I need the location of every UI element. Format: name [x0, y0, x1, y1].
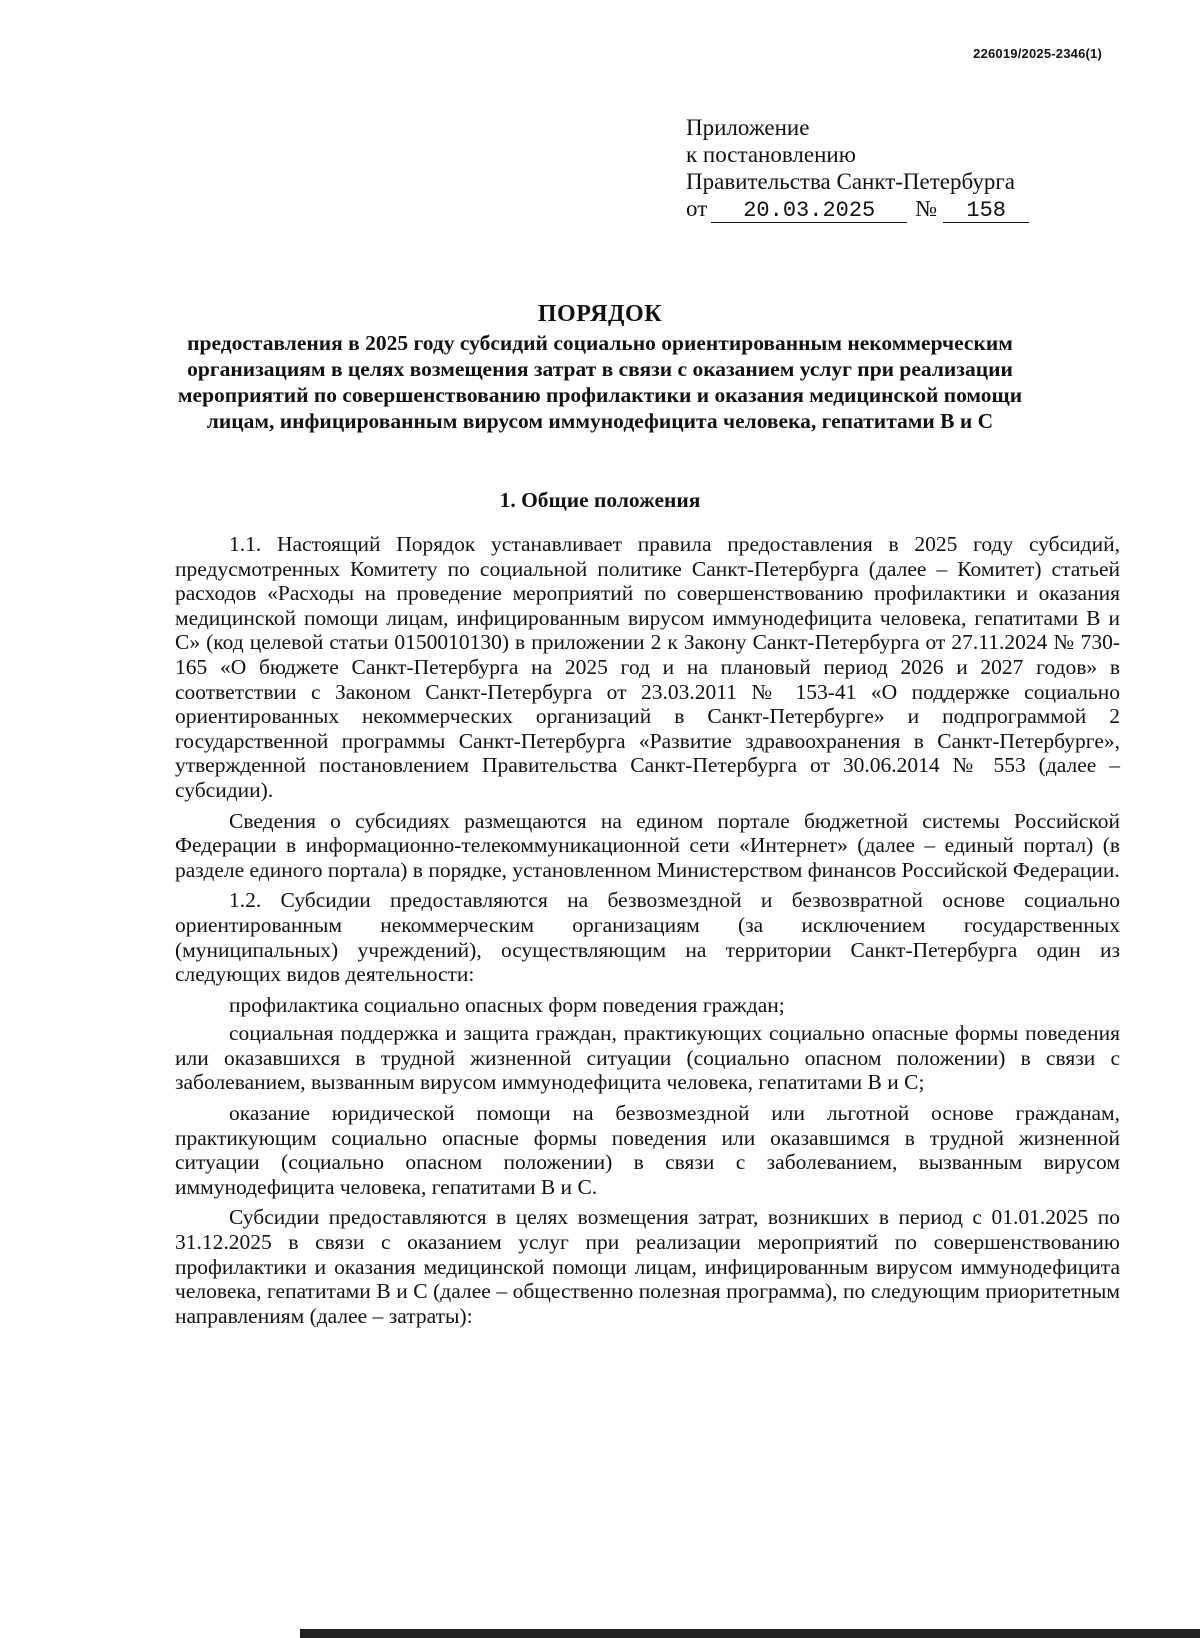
- appendix-date-row: [686, 195, 1029, 223]
- paragraph-1-1: 1.1. Настоящий Порядок устанавливает правила предоставления в 2025 году субсидий, предусмотренных Комитету по социальной политике Санкт-Петербурга (далее – Комитет) статьей расходов «Расходы на проведение мероприятий по совершенствованию профилактики и оказания медицинской помощи лицам, инфицированным вирусом иммунодефицита человека, гепатитами В и С» (код целевой статьи 0150010130) в приложении 2 к Закону Санкт-Петербурга от 27.11.2024 № 730-165 «О бюджете Санкт-Петербурга на 2025 год и на плановый период 2026 и 2027 годов» в соответствии с Законом Санкт-Петербурга от 23.03.2011 № 153-41 «О поддержке социально ориентированных некоммерческих организаций в Санкт-Петербурге» и подпрограммой 2 государственной программы Санкт-Петербурга «Развитие здравоохранения в Санкт-Петербурге», утвержденной постановлением Правительства Санкт-Петербурга от 30.06.2014 № 553 (далее – субсидии).: [175, 532, 1120, 802]
- activity-item-3: оказание юридической помощи на безвозмездной или льготной основе гражданам, практикующим социально опасные формы поведения или оказавшимся в трудной жизненной ситуации (социально опасном положении) в связи с заболеванием, вызванным вирусом иммунодефицита человека, гепатитами В и С.: [175, 1101, 1120, 1199]
- appendix-line-3: Правительства Санкт-Петербурга: [686, 169, 1015, 194]
- document-title: ПОРЯДОК: [537, 301, 663, 327]
- document-body: [175, 532, 1120, 1334]
- document-id: 226019/2025-2346(1): [973, 46, 1102, 61]
- document-subtitle: предоставления в 2025 году субсидий социально ориентированным некоммерческим организациям в целях возмещения затрат в связи с оказанием услуг при реализации мероприятий по совершенствованию профилактики и оказания медицинской помощи лицам, инфицированным вирусом иммунодефицита человека, гепатитами В и С: [177, 331, 1023, 433]
- from-label: от: [686, 196, 708, 221]
- paragraph-subsidy-purpose: Субсидии предоставляются в целях возмещения затрат, возникших в период с 01.01.2025 по 31.12.2025 в связи с оказанием услуг при реализации мероприятий по совершенствованию профилактики и оказания медицинской помощи лицам, инфицированным вирусом иммунодефицита человека, гепатитами В и С (далее – общественно полезная программа), по следующим приоритетным направлениям (далее – затраты):: [175, 1205, 1120, 1328]
- appendix-block: [686, 114, 1029, 223]
- number-label: №: [915, 196, 938, 221]
- section-heading-1: 1. Общие положения: [499, 488, 701, 512]
- resolution-number: 158: [943, 200, 1029, 223]
- resolution-date: 20.03.2025: [711, 200, 907, 223]
- activity-item-2: социальная поддержка и защита граждан, практикующих социально опасные формы поведения или оказавшихся в трудной жизненной ситуации (социально опасном положении) в связи с заболеванием, вызванным вирусом иммунодефицита человека, гепатитами В и С;: [175, 1021, 1120, 1095]
- appendix-line-1: Приложение: [686, 115, 810, 140]
- paragraph-1-2: 1.2. Субсидии предоставляются на безвозмездной и безвозвратной основе социально ориентированным некоммерческим организациям (за исключением государственных (муниципальных) учреждений), осуществляющим на территории Санкт-Петербурга один из следующих видов деятельности:: [175, 888, 1120, 987]
- activity-item-1: профилактика социально опасных форм поведения граждан;: [229, 992, 785, 1017]
- scan-edge-bar: [300, 1629, 1200, 1638]
- paragraph-subsidy-info: Сведения о субсидиях размещаются на едином портале бюджетной системы Российской Федерации в информационно-телекоммуникационной сети «Интернет» (далее – единый портал) (в разделе единого портала) в порядке, установленном Министерством финансов Российской Федерации.: [175, 808, 1120, 882]
- appendix-line-2: к постановлению: [686, 142, 856, 167]
